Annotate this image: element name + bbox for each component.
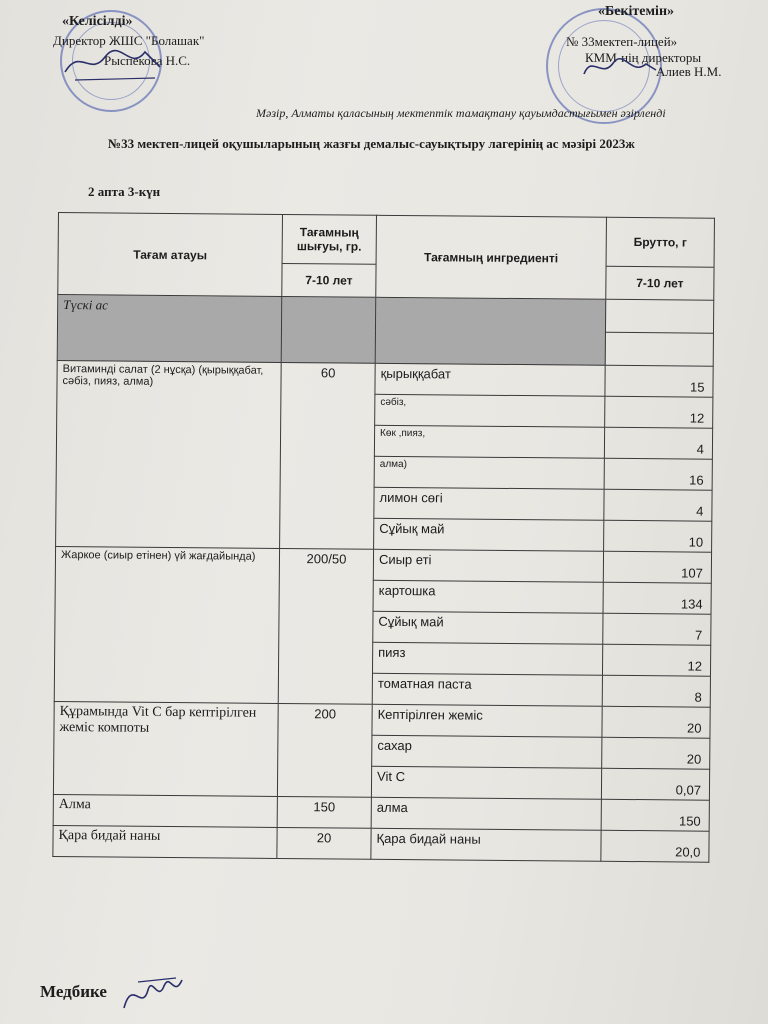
agreed-name: Рыспекова Н.С.: [104, 53, 191, 68]
col-header-yield-age: 7-10 лет: [282, 263, 376, 297]
col-header-gross-age: 7-10 лет: [606, 266, 714, 300]
agreed-title: «Келісілді»: [62, 14, 133, 29]
ingredient-name: қырыққабат: [375, 363, 605, 396]
ingredient-name: Қара бидай наны: [371, 828, 601, 861]
table-row: [53, 825, 709, 862]
table-row: [55, 546, 711, 583]
approved-position: КММ-нің директоры: [585, 50, 702, 65]
dish-name: Витаминді салат (2 нұсқа) (қырыққабат, сәбіз, пияз, алма): [56, 360, 282, 548]
approved-name: Алиев Н.М.: [656, 64, 722, 79]
ingredient-gross: 20,0: [601, 830, 709, 862]
approved-school: № 33мектеп-лицей»: [566, 34, 678, 49]
day-label: 2 апта 3-күн: [88, 184, 161, 199]
nurse-signature: [118, 968, 188, 1018]
ingredient-gross: 150: [601, 799, 709, 831]
dish-name: Қара бидай наны: [53, 825, 277, 858]
dish-yield: 60: [280, 362, 376, 549]
ingredient-gross: 4: [604, 489, 712, 521]
ingredient-name: Сиыр еті: [373, 549, 603, 582]
ingredient-name: алма): [374, 456, 604, 489]
director-signature: [60, 42, 170, 82]
section-empty-cell: [605, 299, 713, 333]
ingredient-gross: 8: [602, 675, 710, 707]
dish-name: Құрамында Vit C бар кептірілген жеміс компоты: [53, 701, 278, 796]
dish-name: Алма: [53, 794, 277, 827]
menu-table: [52, 212, 715, 863]
dish-yield: 150: [277, 796, 371, 828]
ingredient-gross: 20: [602, 737, 710, 769]
ingredient-name: томатная паста: [372, 673, 602, 706]
prepared-by-note: Мәзір, Алматы қаласының мектептік тамақтану қауымдастығымен әзірленді: [256, 106, 666, 120]
col-header-yield: Тағамның шығуы, гр.: [282, 214, 376, 264]
nurse-label: Медбике: [40, 982, 107, 1001]
dish-yield: 200/50: [278, 548, 373, 704]
ingredient-gross: 10: [604, 520, 712, 552]
ingredient-gross: 12: [602, 644, 710, 676]
ingredient-name: Сұйық май: [374, 518, 604, 551]
col-header-dish: Тағам атауы: [58, 213, 283, 297]
col-header-ingredient: Тағамның ингредиенті: [376, 215, 607, 299]
ingredient-gross: 4: [604, 427, 712, 459]
dish-yield: 20: [277, 827, 371, 859]
ingredient-gross: 20: [602, 706, 710, 738]
ingredient-gross: 15: [605, 365, 713, 397]
section-empty-cell: [605, 332, 713, 366]
ingredient-gross: 0,07: [601, 768, 709, 800]
col-header-gross: Брутто, г: [606, 217, 714, 267]
section-cell: [375, 297, 606, 365]
section-label: Түскі ас: [57, 295, 282, 363]
section-cell: [281, 296, 376, 363]
ingredient-name: сәбіз,: [375, 394, 605, 427]
ingredient-name: Vit C: [371, 766, 601, 799]
ingredient-gross: 16: [604, 458, 712, 490]
agreed-position: Директор ЖШС "Болашак": [53, 33, 205, 48]
approved-title: «Бекітемін»: [598, 4, 675, 19]
principal-signature: [580, 50, 660, 86]
ingredient-name: Көк ,пияз,: [374, 425, 604, 458]
ingredient-name: алма: [371, 797, 601, 830]
dish-name: Жаркое (сиыр етінен) үй жағдайында): [54, 546, 279, 703]
table-row: [57, 360, 713, 397]
ingredient-name: сахар: [372, 735, 602, 768]
ingredient-gross: 12: [605, 396, 713, 428]
ingredient-gross: 107: [603, 551, 711, 583]
ingredient-name: Кептірілген жеміс: [372, 704, 602, 737]
dish-yield: 200: [277, 703, 372, 797]
ingredient-name: лимон сөгі: [374, 487, 604, 520]
ingredient-gross: 134: [603, 582, 711, 614]
ingredient-gross: 7: [603, 613, 711, 645]
ingredient-name: Сұйық май: [373, 611, 603, 644]
menu-title: №33 мектеп-лицей оқушыларының жазғы демалыс-сауықтыру лагерінің ас мәзірі 2023ж: [108, 136, 635, 151]
table-row: [54, 701, 710, 738]
ingredient-name: картошка: [373, 580, 603, 613]
ingredient-name: пияз: [372, 642, 602, 675]
